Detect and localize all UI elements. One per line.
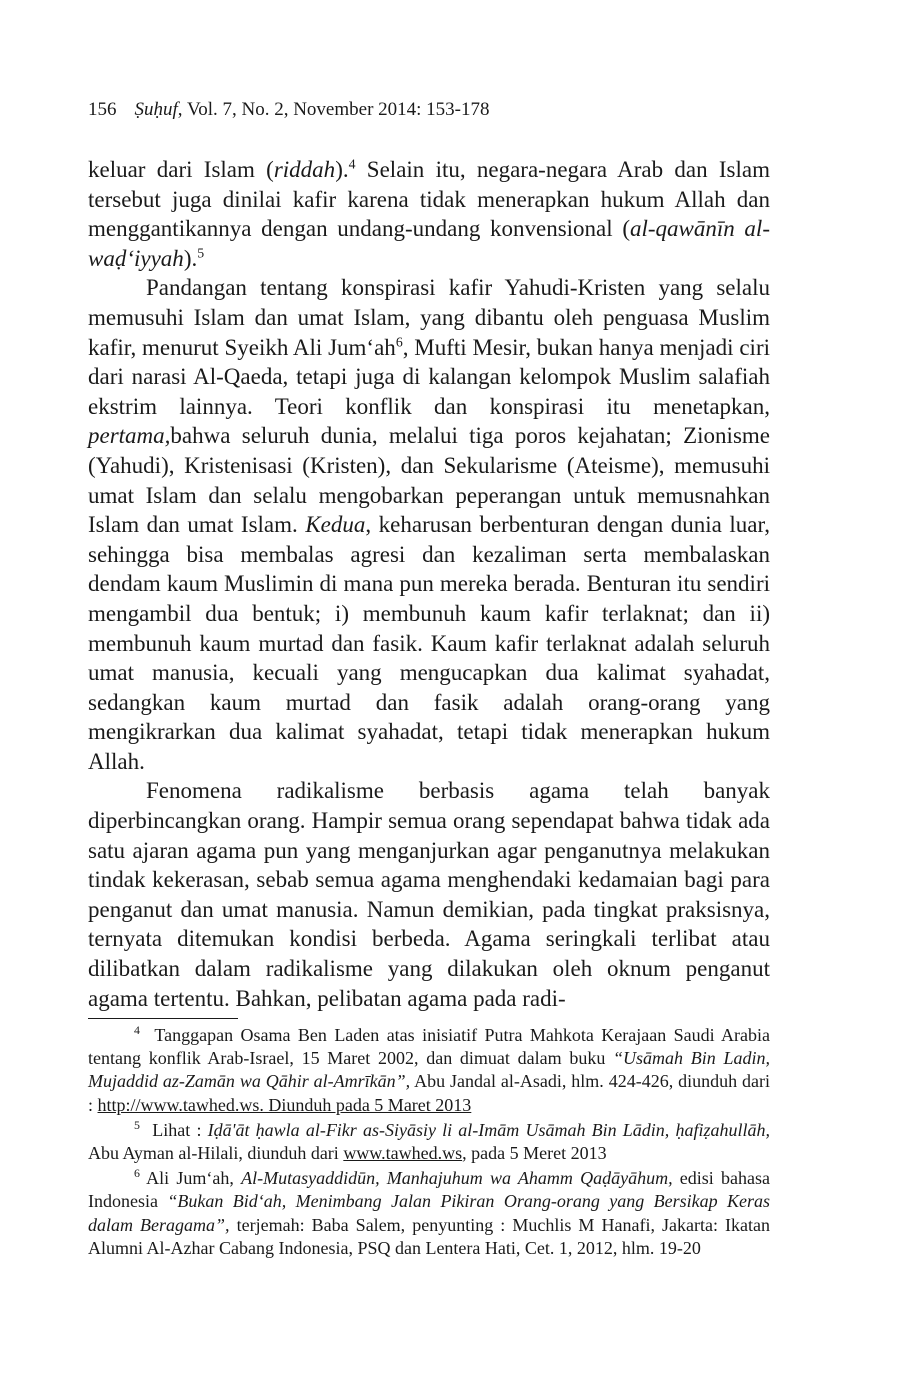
text-run: Abu Jandal al-Asadi, hlm. 424-426, diunduh dari : [88, 1071, 771, 1115]
footnote-4 [88, 1024, 770, 1117]
text-run: terjemah: Baba Salem, penyunting : Muchlis M Hanafi, Jakarta: Ikatan Alumni Al-Azhar Cabang Indonesia, PSQ dan Lentera Hati, Cet. 1, 2012, hlm. 19-20 [88, 1214, 770, 1258]
main-text [88, 155, 770, 1013]
italic-term: al-qawānīn al-waḍ‘iyyah [88, 216, 770, 271]
text-run: bahwa seluruh dunia, melalui tiga poros kejahatan; Zionisme (Yahudi), Kristenisasi (Kristen), dan Sekularisme (Ateisme), memusuhi umat Islam dan selalu mengobarkan peperangan untuk memusnahkan Islam dan umat Islam. [88, 423, 770, 538]
text-run: Fenomena radikalisme berbasis agama telah banyak diperbincangkan orang. Hampir semua orang sependapat bahwa tidak ada satu ajaran agama pun yang menganjurkan agar penganutnya melakukan tindak kekerasan, sebab semua agama menghendaki kedamaian bagi para penganut dan umat manusia. Namun demikian, pada tingkat praksisnya, ternyata ditemukan kondisi berbeda. Agama seringkali terlibat atau dilibatkan dalam radikalisme yang dilakukan oleh oknum penganut agama tertentu. Bahkan, pelibatan agama pada radi- [88, 778, 770, 1011]
text-run: Ali Jum‘ah, [146, 1168, 242, 1189]
footnote-ref-6[interactable]: 6 [395, 333, 403, 349]
footnotes [88, 1018, 770, 1262]
italic-title: “Usāmah Bin Ladin, Mujaddid az-Zamān wa Qāhir al-Amrīkān”, [88, 1048, 771, 1092]
text-run: , pada 5 Meret 2013 [462, 1143, 607, 1164]
text-run: , Mufti Mesir, bukan hanya menjadi ciri dari narasi Al-Qaeda, tetapi juga di kalangan kelompok Muslim salafiah ekstrim lainnya. Teori konflik dan konspirasi itu menetapkan, [88, 334, 770, 419]
footnote-number: 6 [134, 1166, 140, 1181]
text-run: keluar dari Islam ( [88, 157, 274, 182]
italic-term: pertama, [88, 423, 171, 449]
footnote-rule [88, 1018, 238, 1019]
footnote-6 [88, 1167, 770, 1260]
italic-term: Kedua [305, 512, 366, 538]
source-link[interactable]: www.tawhed.ws [343, 1143, 463, 1164]
paragraph-2 [88, 273, 770, 776]
page-number: 156 [88, 99, 117, 120]
text-run: ). [335, 157, 349, 182]
text-run: Selain itu, negara-negara Arab dan Islam tersebut juga dinilai kafir karena tidak menerapkan hukum Allah dan menggantikannya dengan undang-undang konvensional ( [88, 157, 770, 242]
journal-name: Ṣuḥuf [134, 99, 178, 120]
italic-term: riddah [273, 157, 336, 182]
paragraph-1 [88, 155, 770, 273]
text-run: , keharusan berbenturan dengan dunia luar, sehingga bisa membalas agresi dan kezaliman serta membalaskan dendam kaum Muslimin di mana pun mereka berada. Benturan itu sendiri mengambil dua bentuk; i) membunuh kaum kafir terlaknat; dan ii) membunuh kaum murtad dan fasik. Kaum kafir terlaknat adalah seluruh umat manusia, kecuali yang mengucapkan dua kalimat syahadat, sedangkan kaum murtad dan fasik adalah orang-orang yang mengikrarkan dua kalimat syahadat, tetapi tidak menerapkan hukum Allah. [88, 512, 770, 774]
text-run: Tanggapan Osama Ben Laden atas inisiatif Putra Mahkota Kerajaan Saudi Arabia tentang konflik Arab-Israel, 15 Maret 2002, dan dimuat dalam buku [88, 1025, 770, 1069]
text-run: Lihat : [152, 1119, 208, 1140]
footnote-5 [88, 1119, 770, 1165]
journal-citation: , Vol. 7, No. 2, November 2014: 153-178 [177, 99, 490, 120]
source-link[interactable]: http://www.tawhed.ws. Diunduh pada 5 Maret 2013 [97, 1094, 472, 1115]
text-run: Abu Ayman al-Hilali, diunduh dari [88, 1143, 344, 1164]
footnote-ref-4[interactable]: 4 [348, 156, 356, 172]
text-run: edisi bahasa Indonesia [88, 1168, 770, 1212]
footnote-number: 4 [134, 1023, 140, 1037]
italic-title: “Bukan Bid‘ah, Menimbang Jalan Pikiran Orang-orang yang Bersikap Keras dalam Beragama”, [88, 1191, 771, 1235]
italic-title: Iḍā'āt ḥawla al-Fikr as-Siyāsiy li al-Imām Usāmah Bin Lādin, ḥafiẓahullāh, [207, 1119, 770, 1140]
paragraph-3 [88, 776, 770, 1013]
footnote-number: 5 [134, 1117, 140, 1132]
italic-title: Al-Mutasyaddidūn, Manhajuhum wa Ahamm Qaḍāyāhum, [241, 1168, 673, 1189]
running-header [88, 97, 788, 123]
footnote-ref-5[interactable]: 5 [197, 245, 205, 261]
text-run: Pandangan tentang konspirasi kafir Yahudi-Kristen yang selalu memusuhi Islam dan umat Islam, yang dibantu oleh penguasa Muslim kafir, menurut Syeikh Ali Jum‘ah [88, 275, 770, 360]
text-run: ). [183, 245, 198, 271]
